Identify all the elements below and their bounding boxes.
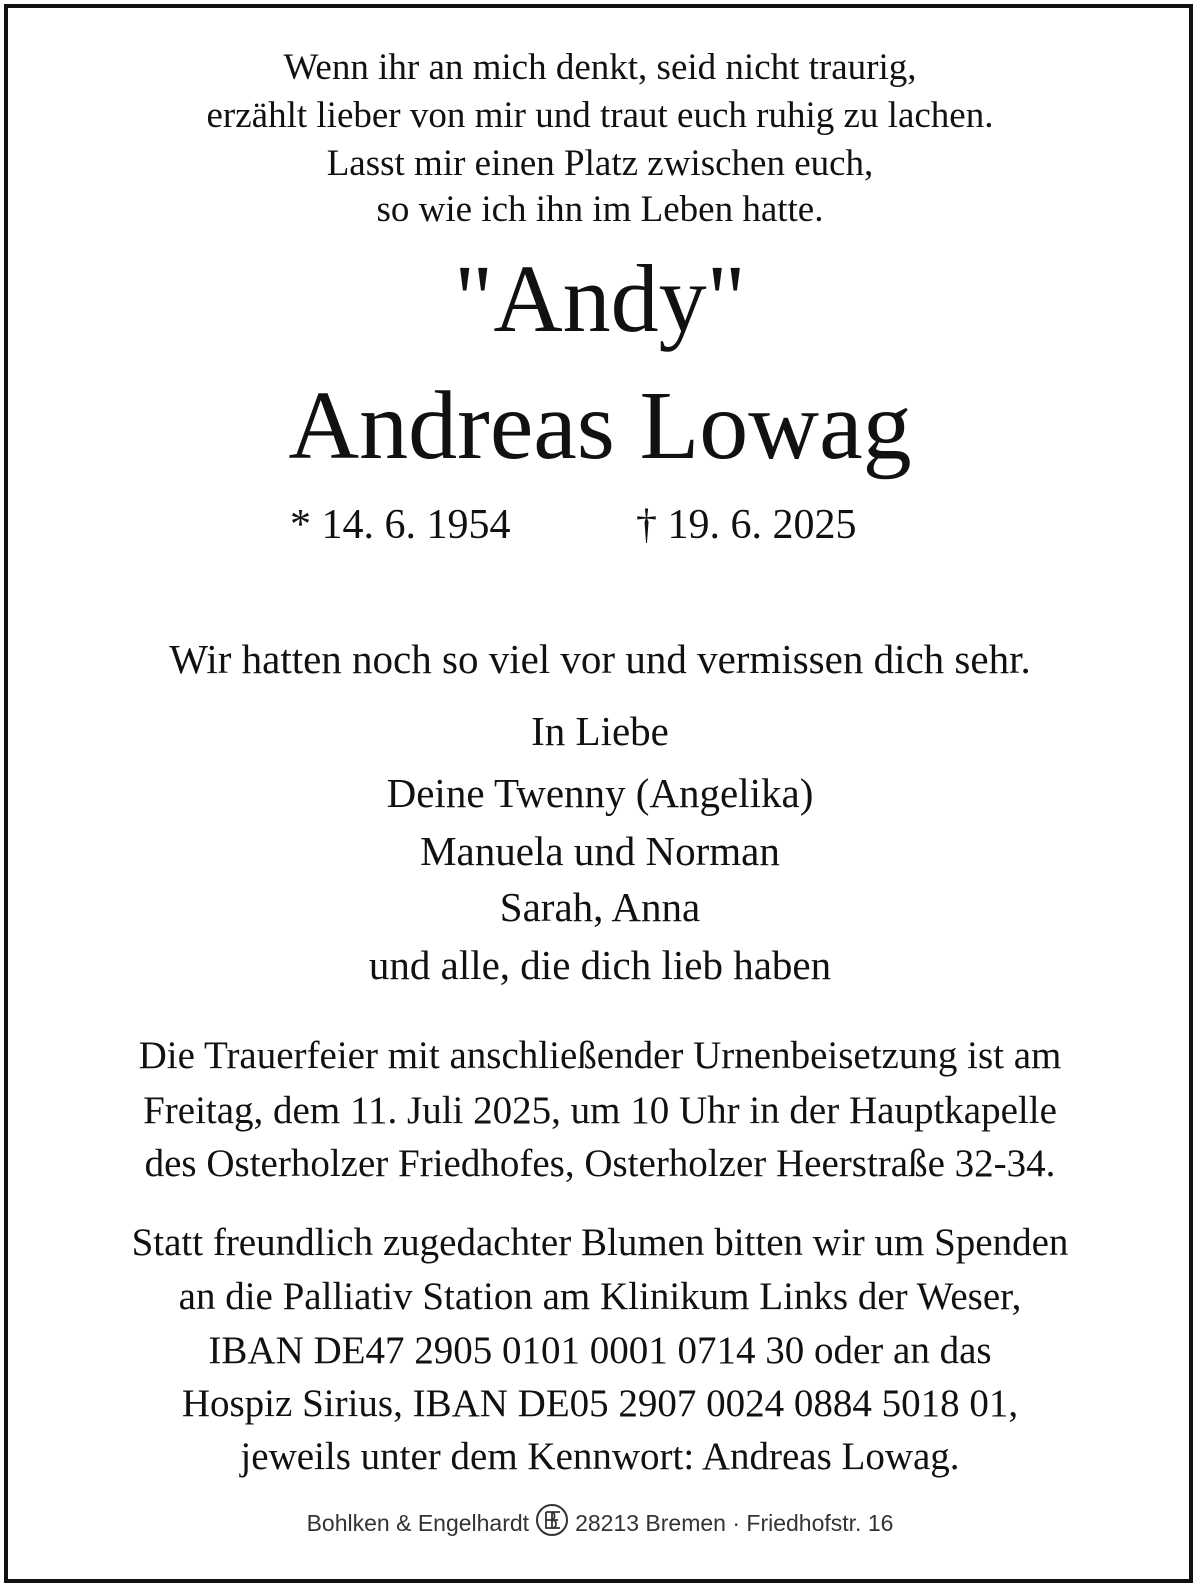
funeral-line-2: Freitag, dem 11. Juli 2025, um 10 Uhr in der Hauptkapelle [143,1089,1057,1132]
birth-date: * 14. 6. 1954 [290,502,511,548]
poem-line-3: Lasst mir einen Platz zwischen euch, [326,143,874,184]
poem-line-4: so wie ich ihn im Leben hatte. [376,189,824,230]
full-name: Andreas Lowag [288,372,912,480]
funeral-home-footer [0,1503,1200,1543]
donation-line-3: IBAN DE47 2905 0101 0001 0714 30 oder an das [208,1329,992,1372]
death-date: † 19. 6. 2025 [636,502,857,548]
donation-line-4: Hospiz Sirius, IBAN DE05 2907 0024 0884 5018 01, [181,1382,1019,1425]
signature-intro: In Liebe [531,708,669,754]
funeral-line-3: des Osterholzer Friedhofes, Osterholzer Heerstraße 32-34. [144,1142,1056,1185]
funeral-home-name: Bohlken & Engelhardt [306,1509,530,1536]
nickname: "Andy" [454,245,746,352]
funeral-line-1: Die Trauerfeier mit anschließender Urnenbeisetzung ist am [138,1034,1062,1077]
be-monogram-icon [535,1503,569,1543]
donation-line-5: jeweils unter dem Kennwort: Andreas Lowag. [240,1435,960,1478]
message: Wir hatten noch so viel vor und vermissen dich sehr. [169,636,1031,682]
funeral-home-address: 28213 Bremen · Friedhofstr. 16 [575,1509,894,1536]
signature-line-3: Sarah, Anna [499,884,701,930]
signature-line-1: Deine Twenny (Angelika) [386,770,814,816]
donation-line-2: an die Palliativ Station am Klinikum Links der Weser, [178,1275,1022,1318]
poem-line-1: Wenn ihr an mich denkt, seid nicht traurig, [283,47,917,88]
poem-line-2: erzählt lieber von mir und traut euch ruhig zu lachen. [206,95,994,136]
donation-line-1: Statt freundlich zugedachter Blumen bitten wir um Spenden [131,1221,1069,1264]
signature-line-4: und alle, die dich lieb haben [368,942,832,988]
signature-line-2: Manuela und Norman [420,828,780,874]
